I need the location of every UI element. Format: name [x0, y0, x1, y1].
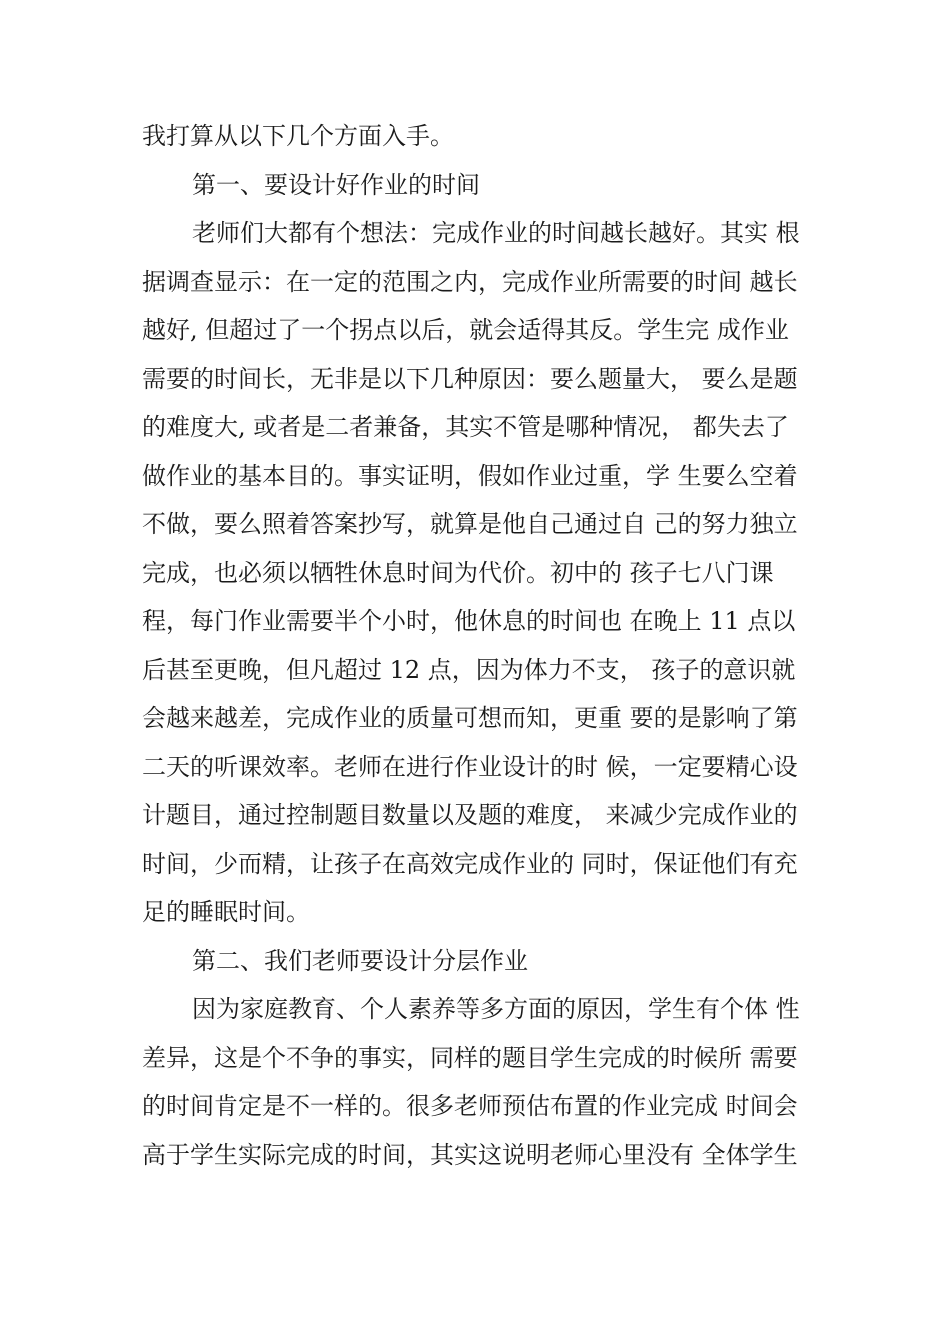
- text-line: 我打算从以下几个方面入手。: [142, 122, 454, 150]
- text-line: 差异，这是个不争的事实，同样的题目学生完成的时候所 需要: [142, 1043, 798, 1072]
- text-line: 的难度大, 或者是二者兼备，其实不管是哪种情况， 都失去了: [142, 413, 789, 441]
- text-line: 计题目，通过控制题目数量以及题的难度， 来减少完成作业的: [142, 801, 798, 829]
- text-line: 做作业的基本目的。事实证明，假如作业过重，学 生要么空着: [142, 461, 798, 490]
- document-body: [142, 112, 818, 1179]
- text-line: 越好, 但超过了一个拐点以后，就会适得其反。学生完 成作业: [142, 316, 789, 344]
- text-line: 的时间肯定是不一样的。很多老师预估布置的作业完成 时间会: [142, 1092, 798, 1120]
- text-line: 因为家庭教育、个人素养等多方面的原因，学生有个体 性: [192, 995, 800, 1023]
- text-line: 完成，也必须以牺牲休息时间为代价。初中的 孩子七八门课: [142, 558, 774, 587]
- text-line: 不做，要么照着答案抄写，就算是他自己通过自 己的努力独立: [142, 510, 798, 538]
- text-line: 时间，少而精，让孩子在高效完成作业的 同时，保证他们有充: [142, 849, 798, 878]
- text-line: 据调查显示：在一定的范围之内，完成作业所需要的时间 越长: [142, 267, 798, 296]
- section-heading-2: 第二、我们老师要设计分层作业: [192, 946, 528, 975]
- text-line: 后甚至更晚，但凡超过 12 点，因为体力不支， 孩子的意识就: [142, 655, 796, 684]
- text-line: 高于学生实际完成的时间，其实这说明老师心里没有 全体学生: [142, 1140, 798, 1169]
- text-line: 程，每门作业需要半个小时，他休息的时间也 在晚上 11 点以: [142, 607, 796, 635]
- text-line: 会越来越差，完成作业的质量可想而知，更重 要的是影响了第: [142, 704, 798, 732]
- text-line: 足的睡眠时间。: [142, 898, 310, 926]
- text-line: 二天的听课效率。老师在进行作业设计的时 候，一定要精心设: [142, 752, 798, 781]
- section-heading-1: 第一、要设计好作业的时间: [192, 170, 480, 199]
- text-line: 老师们大都有个想法：完成作业的时间越长越好。其实 根: [192, 219, 800, 247]
- text-line: 需要的时间长，无非是以下几种原因：要么题量大， 要么是题: [142, 364, 798, 393]
